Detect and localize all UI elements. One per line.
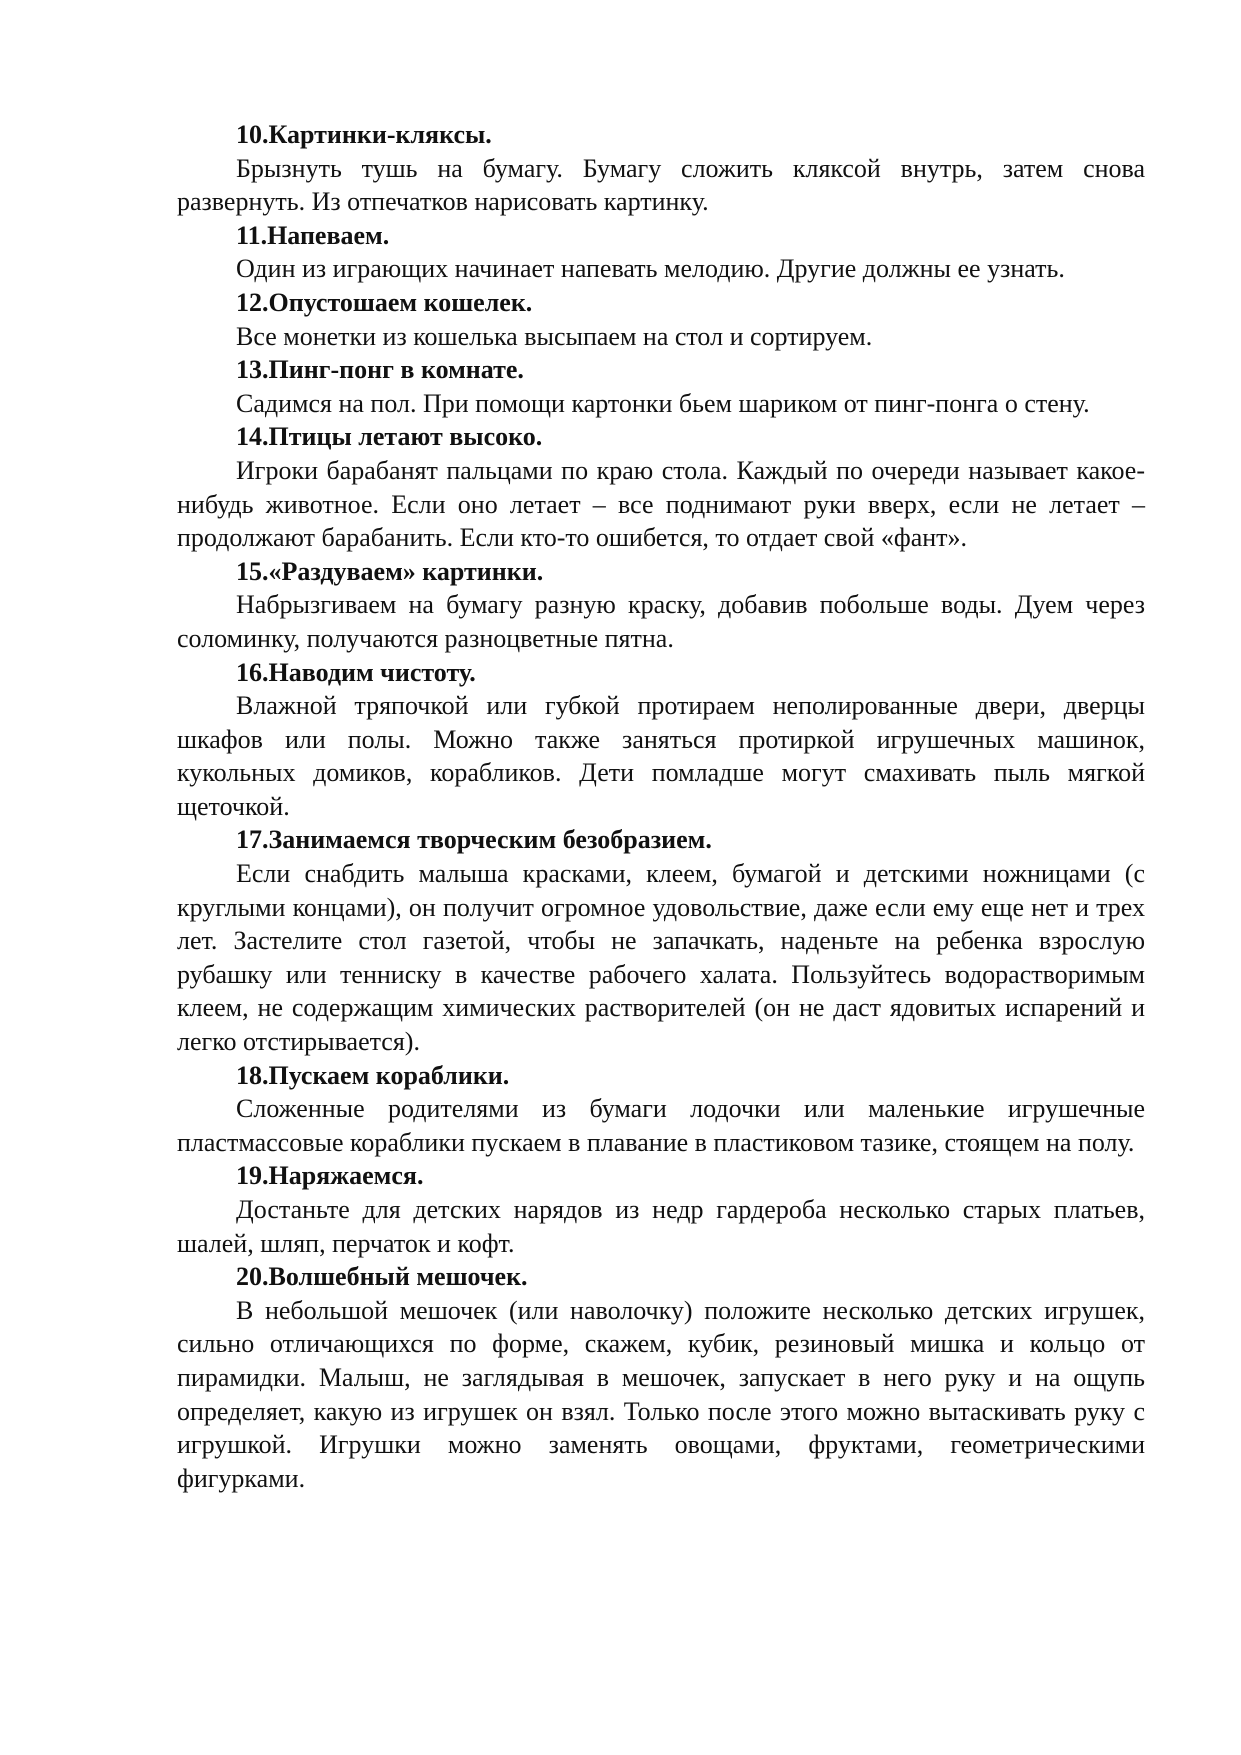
section-title: 12.Опустошаем кошелек. <box>236 287 533 317</box>
section-title: 15.«Раздуваем» картинки. <box>236 556 544 586</box>
section-text: В небольшой мешочек (или наволочку) положите несколько детских игрушек, сильно отличающихся по форме, скажем, кубик, резиновый мишка и кольцо от пирамидки. Малыш, не заглядывая в мешочек, запускает в него руку и на ощупь определяет, какую из игрушек он взял. Только после этого можно вытаскивать руку с игрушкой. Игрушки можно заменять овощами, фруктами, геометрическими фигурками. <box>177 1295 1145 1493</box>
section-text: Сложенные родителями из бумаги лодочки или маленькие игрушечные пластмассовые кораблики пускаем в плавание в пластиковом тазике, стоящем на полу. <box>177 1094 1145 1157</box>
section-text: Достаньте для детских нарядов из недр гардероба несколько старых платьев, шалей, шляп, перчаток и кофт. <box>177 1195 1145 1258</box>
section-text: Все монетки из кошелька высыпаем на стол и сортируем. <box>236 321 873 351</box>
section-title: 14.Птицы летают высоко. <box>236 422 543 452</box>
section-text: Брызнуть тушь на бумагу. Бумагу сложить кляксой внутрь, затем снова развернуть. Из отпечатков нарисовать картинку. <box>177 153 1145 217</box>
section-text: Игроки барабанят пальцами по краю стола. Каждый по очереди называет какое-нибудь животное. Если оно летает – все поднимают руки вверх, если не летает – продолжают барабанить. Если кто-то ошибется, то отдает свой «фант». <box>177 455 1145 553</box>
section-title: 11.Напеваем. <box>236 220 390 250</box>
section-text: Если снабдить малыша красками, клеем, бумагой и детскими ножницами (с круглыми концами), он получит огромное удовольствие, даже если ему еще нет и трех лет. Застелите стол газетой, чтобы не запачкать, наденьте на ребенка взрослую рубашку или тенниску в качестве рабочего халата. Пользуйтесь водорастворимым клеем, не содержащим химических растворителей (он не даст ядовитых испарений и легко отстирывается). <box>177 859 1145 1057</box>
section-title: 16.Наводим чистоту. <box>236 657 476 687</box>
section-title: 17.Занимаемся творческим безобразием. <box>236 825 712 855</box>
section-text: Один из играющих начинает напевать мелодию. Другие должны ее узнать. <box>236 254 1065 284</box>
section-text: Набрызгиваем на бумагу разную краску, добавив побольше воды. Дуем через соломинку, получаются разноцветные пятна. <box>177 590 1145 653</box>
section-title: 13.Пинг-понг в комнате. <box>236 355 524 385</box>
section-title: 20.Волшебный мешочек. <box>236 1262 528 1292</box>
section-text: Влажной тряпочкой или губкой протираем неполированные двери, дверцы шкафов или полы. Можно также заняться протиркой игрушечных машинок, кукольных домиков, корабликов. Дети помладше могут смахивать пыль мягкой щеточкой. <box>177 691 1145 821</box>
document-page <box>177 118 1145 1495</box>
section-title: 18.Пускаем кораблики. <box>236 1060 510 1090</box>
section-title: 19.Наряжаемся. <box>236 1161 424 1191</box>
section-title: 10.Картинки-кляксы. <box>236 120 492 149</box>
section-text: Садимся на пол. При помощи картонки бьем шариком от пинг-понга о стену. <box>236 388 1090 418</box>
